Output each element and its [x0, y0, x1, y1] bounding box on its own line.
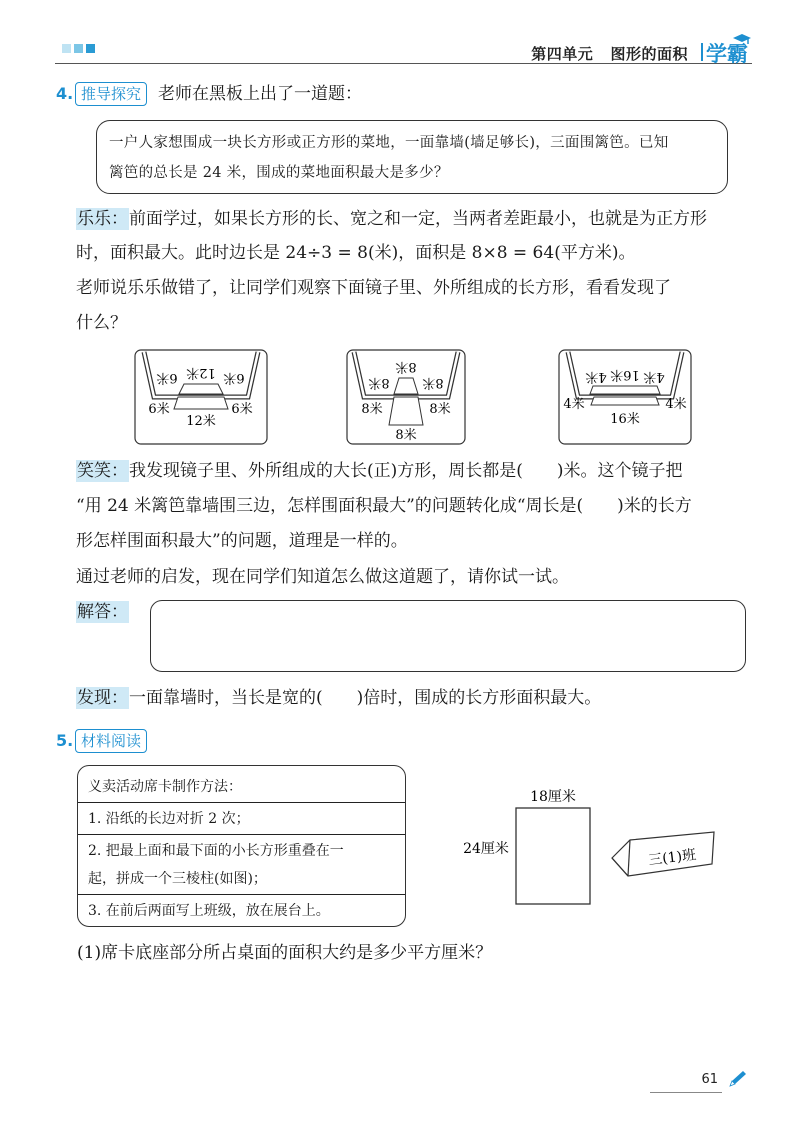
pencil-icon — [728, 1070, 748, 1088]
xiaoxiao-line-2: “用 24 米篱笆靠墙围三边，怎样围面积最大”的问题转化成“周长是( )米的长方 — [76, 496, 692, 516]
problem-line-1: 一户人家想围成一块长方形或正方形的菜地，一面靠墙(墙足够长)，三面围篱笆。已知 — [109, 135, 669, 151]
method-divider — [78, 894, 405, 895]
mirror-3-reflected-left: 4米 — [585, 369, 607, 384]
lele-line-1: 乐乐：前面学过，如果长方形的长、宽之和一定，当两者差距最小，也就是为正方形 — [77, 209, 707, 229]
mirror-1-reflected-left: 6米 — [156, 370, 178, 385]
mirror-1-left-label: 6米 — [148, 402, 170, 417]
brand-logo: 学霸 — [706, 42, 748, 66]
mirror-1-reflected-right: 6米 — [223, 370, 245, 385]
paper-figure — [456, 783, 596, 908]
paper-width-label: 18厘米 — [530, 789, 576, 805]
question-5-number: 5. — [56, 731, 74, 750]
teacher-line-2: 什么？ — [76, 313, 127, 333]
header-title: 第四单元 图形的面积 — [531, 45, 688, 63]
paper-height-label: 24厘米 — [463, 841, 509, 857]
mirror-diagram-1 — [134, 349, 268, 445]
method-step-2b: 起，拼成一个三棱柱(如图)； — [88, 871, 267, 887]
header-separator — [701, 43, 703, 61]
finding-label: 发现： — [77, 688, 128, 708]
question-4-number: 4. — [56, 84, 74, 103]
answer-label: 解答： — [77, 602, 128, 622]
problem-line-2: 篱笆的总长是 24 米，围成的菜地面积最大是多少？ — [109, 165, 449, 181]
mirror-2-reflected-right: 8米 — [422, 375, 444, 390]
method-box — [77, 765, 406, 927]
mirror-3-left-label: 4米 — [563, 397, 585, 412]
xiaoxiao-line-3: 形怎样围面积最大”的问题，道理是一样的。 — [76, 531, 408, 551]
method-title: 义卖活动席卡制作方法： — [88, 779, 242, 795]
mirror-2-left-label: 8米 — [361, 402, 383, 417]
method-step-3: 3. 在前后两面写上班级，放在展台上。 — [88, 903, 330, 919]
finding-line: 发现：一面靠墙时，当长是宽的( )倍时，围成的长方形面积最大。 — [77, 688, 602, 708]
mirror-1-reflected-top: 12米 — [186, 365, 216, 380]
lele-speaker: 乐乐： — [77, 209, 128, 229]
header-decoration — [62, 44, 95, 53]
teacher-line-1: 老师说乐乐做错了，让同学们观察下面镜子里、外所组成的长方形，看看发现了 — [76, 278, 671, 298]
xiaoxiao-speaker: 笑笑： — [77, 461, 128, 481]
sub-question-1: (1)席卡底座部分所占桌面的面积大约是多少平方厘米？ — [77, 943, 493, 963]
table-card-figure — [608, 830, 720, 882]
question-4-tag: 推导探究 — [75, 82, 147, 106]
mirror-1-right-label: 6米 — [231, 402, 253, 417]
mirror-2-bottom-label: 8米 — [395, 428, 417, 443]
card-label: 三(1)班 — [647, 847, 697, 869]
mirror-2-right-label: 8米 — [429, 402, 451, 417]
mirror-1-bottom-label: 12米 — [186, 414, 216, 429]
graduation-cap-icon — [732, 33, 752, 47]
method-divider — [78, 802, 405, 803]
xiaoxiao-line-1: 笑笑：我发现镜子里、外所组成的大长(正)方形，周长都是( )米。这个镜子把 — [77, 461, 683, 481]
mirror-2-reflected-left: 8米 — [368, 375, 390, 390]
lele-line-2: 时，面积最大。此时边长是 24÷3 = 8(米)，面积是 8×8 = 64(平方米)。 — [76, 243, 636, 263]
page-number: 61 — [701, 1072, 718, 1087]
mirror-3-right-label: 4米 — [665, 397, 687, 412]
question-4-intro: 老师在黑板上出了一道题： — [158, 84, 362, 104]
mirror-diagram-2 — [346, 349, 466, 445]
method-step-1: 1. 沿纸的长边对折 2 次； — [88, 811, 250, 827]
mirror-3-bottom-label: 16米 — [610, 412, 640, 427]
mirror-2-reflected-top: 8米 — [395, 359, 417, 374]
problem-box — [96, 120, 728, 194]
mirror-3-reflected-top: 16米 — [610, 367, 640, 382]
mirror-diagram-3 — [558, 349, 692, 445]
method-divider — [78, 834, 405, 835]
method-step-2a: 2. 把最上面和最下面的小长方形重叠在一 — [88, 843, 344, 859]
footer-rule — [650, 1092, 722, 1093]
teacher-prompt: 通过老师的启发，现在同学们知道怎么做这道题了，请你试一试。 — [76, 567, 569, 587]
mirror-3-reflected-right: 4米 — [643, 369, 665, 384]
question-5-tag: 材料阅读 — [75, 729, 147, 753]
answer-box[interactable] — [150, 600, 746, 672]
